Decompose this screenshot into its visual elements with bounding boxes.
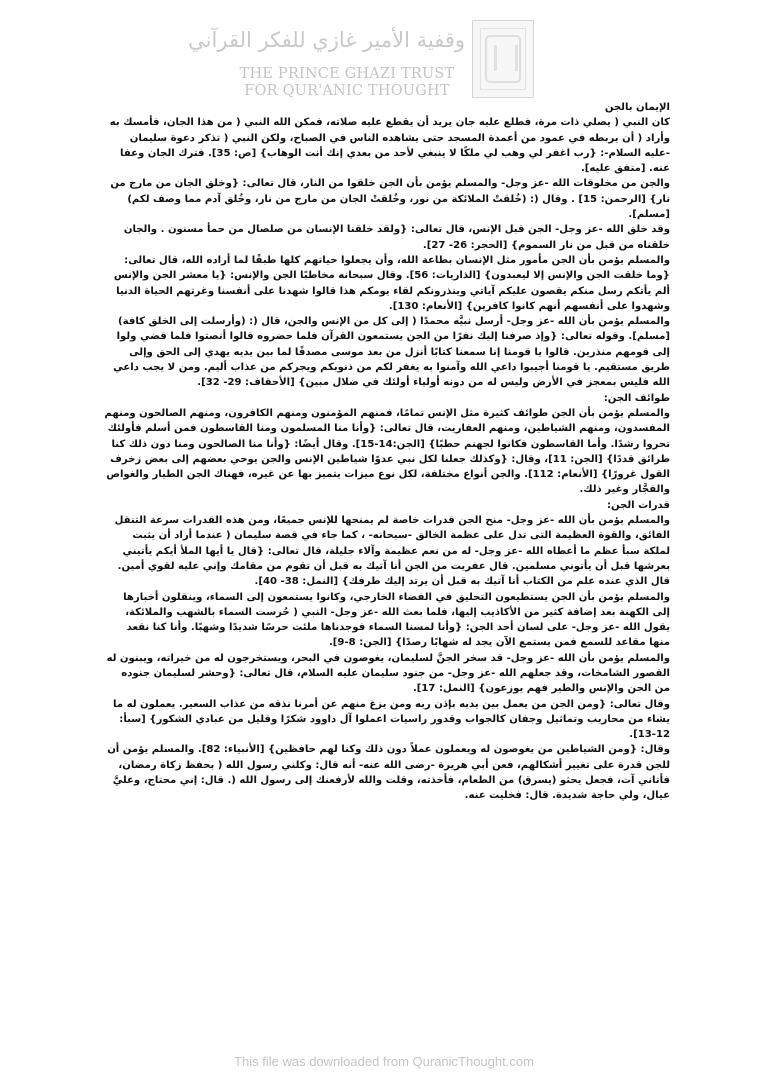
paragraph: والجن من مخلوقات الله -عز وجل- والمسلم يؤمن بأن الجن خلقوا من النار، قال تعالى: {وخلق الجان من مارج من نار} [الرحمن: 15] . وقال (: (خُلقتْ الملائكة من نور، وخُلقتْ الجان من مارج من نار، وخُلق آدم مما وصف لكم) [مسلم].	[110, 178, 670, 221]
trust-logo-english-line-1: THE PRINCE GHAZI TRUST	[239, 66, 455, 82]
paragraph: وقد خلق الله -عز وجل- الجن قبل الإنس، قال تعالى: {ولقد خلقنا الإنسان من صلصال من حمأ مسنون . والجان خلقناه من قبل من نار السموم} [الحجر: 26- 27].	[123, 224, 670, 251]
paragraph: والمسلم يؤمن بأن الجن طوائف كثيرة مثل الإنس تمامًا، فمنهم المؤمنون ومنهم الكافرون، ومنهم الصالحون ومنهم المفسدون، ومنهم الشياطين، ومنهم العفاريت، قال تعالى: {وأنا منا المسلمون ومنا القاسطون فمن أسلم فأولئك تحروا رشدًا. وأما القاسطون فكانوا لجهنم حطبًا} [الجن:14-15]. وقال أيضًا: {وأنا منا الصالحون ومنا دون ذلك كنا طرائق قددًا} [الجن: 11]، وقال: {وكذلك جعلنا لكل نبي عدوًا شياطين الإنس والجن يوحي بعضهم إلى بعض زخرف القول غرورًا} [الأنعام: 112]. والجن أنواع مختلفة، لكل نوع ميزات يتميز بها عن غيره، فهناك الجن الطيار والغواص والفجَّار وغير ذلك.	[104, 407, 670, 496]
page-header	[0, 14, 768, 102]
paragraph: كان النبي ( يصلي ذات مرة، فطلع عليه جان يريد أن يقطع عليه صلاته، فمكن الله النبي ( من هذا الجان، فأمسك به وأراد ( أن يربطه في عمود من أعمدة المسجد حتى يشاهده الناس في الصباح، ولكن النبي ( تذكر دعوة سليمان -عليه السلام-: {رب اغفر لي وهب لي ملكًا لا ينبغي لأحد من بعدي إنك أنت الوهاب} [ص: 35]. فترك الجان وعفا عنه. [متفق عليه].	[109, 117, 670, 175]
paragraph: والمسلم يؤمن بأن الله -عز وجل- قد سخر الجنَّ لسليمان، يغوصون في البحر، ويستخرجون له من خيراته، ويبنون له القصور الشامخات، وقد جعلهم الله -عز وجل- من جنود سليمان عليه السلام، قال تعالى: {وحشر لسليمان جنوده من الجن والإنس والطير فهم يوزعون} [النمل: 17].	[106, 652, 670, 695]
paragraph: وقال تعالى: {ومن الجن من يعمل بين يديه بإذن ربه ومن يزغ منهم عن أمرنا نذقه من عذاب السعير. يعملون له ما يشاء من محاريب وتماثيل وجفان كالجواب وقدور راسيات اعملوا آل داوود شكرًا وقليل من عبادي الشكور} [سبأ: 12-13].	[113, 698, 670, 741]
download-footer: This file was downloaded from QuranicThought.com	[234, 1054, 534, 1069]
paragraph: وقال: {ومن الشياطين من يغوصون له ويعملون عملاً دون ذلك وكنا لهم حافظين} [الأنبياء: 82]. والمسلم يؤمن أن للجن قدرة على تغيير أشكالهم، فعن أبي هريرة -رضى الله عنه- أنه قال: وكلني رسول الله ( بحفظ زكاة رمضان، فأتاني آت، فجعل يحثو (يسرق) من الطعام، فأخذته، وقلت والله لأرفعنك إلى رسول الله (. قال: إني محتاج، وعليَّ عيال، ولي حاجة شديدة. قال: فخليت عنه.	[107, 744, 670, 802]
document-title: الإيمان بالجن	[604, 102, 670, 113]
seal-emblem-icon	[472, 20, 534, 98]
paragraph: والمسلم يؤمن بأن الله -عز وجل- منح الجن قدرات خاصة لم يمنحها للإنس جميعًا، ومن هذه القدرات سرعة التنقل الفائق، والقوة العظيمة التى تدل على عظمة الخالق -سبحانه- ، كما جاء في قصة سليمان ( عندما أراد أن يثبت لملكة سبأ عظم ما أعطاه الله -عز وجل- له من نعم عظيمة وآلاء جليلة، قال تعالى: {قال يا أيها الملأ أيكم يأتيني بعرشها قبل أن يأتوني مسلمين. قال عفريت من الجن أنا آتيك به قبل أن تقوم من مقامك وإني عليه لقوي أمين. قال الذي عنده علم من الكتاب أنا آتيك به قبل أن يرتد إليك طرفك} [النمل: 38- 40].	[114, 515, 670, 588]
paragraph: والمسلم يؤمن بأن الجن يستطيعون التحليق في الفضاء الخارجي، وكانوا يستمعون إلى السماء، وينقلون أخبارها إلى الكهنة بعد إضافة كثير من الأكاذيب إليها، فلما بعث الله -عز وجل- النبي ( حُرست السماء بالشهب والملائكة، يقول الله -عز وجل- على لسان أحد الجن: {وأنا لمسنا السماء فوجدناها ملئت حرسًا شديدًا وشهبًا. وأنا كنا نقعد منها مقاعد للسمع فمن يستمع الآن يجد له شهابًا رصدًا} [الجن: 8-9].	[123, 591, 670, 649]
section-heading: قدرات الجن:	[606, 499, 670, 511]
trust-logo-english-line-2: FOR QUR'ANIC THOUGHT	[244, 83, 450, 99]
document-body	[104, 100, 670, 804]
paragraph: والمسلم يؤمن بأن الله -عز وجل- أرسل نبيَّه محمدًا ( إلى كل من الإنس والجن، قال (: (وأرسلت إلى الخلق كافة) [مسلم]. وقوله تعالى: {وإذ صرفنا إليك نفرًا من الجن يستمعون القرآن فلما حضروه قالوا أنصتوا فلما قضي ولوا إلى قومهم منذرين. قالوا يا قومنا إنا سمعنا كتابًا أنزل من بعد موسى مصدقًا لما بين يديه يهدي إلى الحق وإلى طريق مستقيم. يا قومنا أجيبوا داعي الله وآمنوا به يغفر لكم من ذنوبكم ويجركم من عذاب أليم. ومن لا يجب داعي الله فليس بمعجز في الأرض وليس له من دونه أولياء أولئك في ضلال مبين} [الأحقاف: 29- 32].	[113, 316, 670, 389]
trust-logo-arabic: وقفية الأمير غازي للفكر القرآني	[188, 28, 465, 52]
paragraph: والمسلم يؤمن بأن الجن مأمور مثل الإنسان بطاعة الله، وأن يجعلوا حياتهم كلها طبقًا لما أراده الله، قال تعالى: {وما خلقت الجن والإنس إلا ليعبدون} [الذاريات: 56]. وقال سبحانه مخاطبًا الجن والإنس: {يا معشر الجن والإنس ألم يأتكم رسل منكم يقصون عليكم آياتي وينذرونكم لقاء يومكم هذا قالوا شهدنا على أنفسنا وغرتهم الحياة الدنيا وشهدوا على أنفسهم أنهم كانوا كافرين} [الأنعام: 130].	[113, 254, 670, 312]
section-heading: طوائف الجن:	[603, 392, 670, 404]
